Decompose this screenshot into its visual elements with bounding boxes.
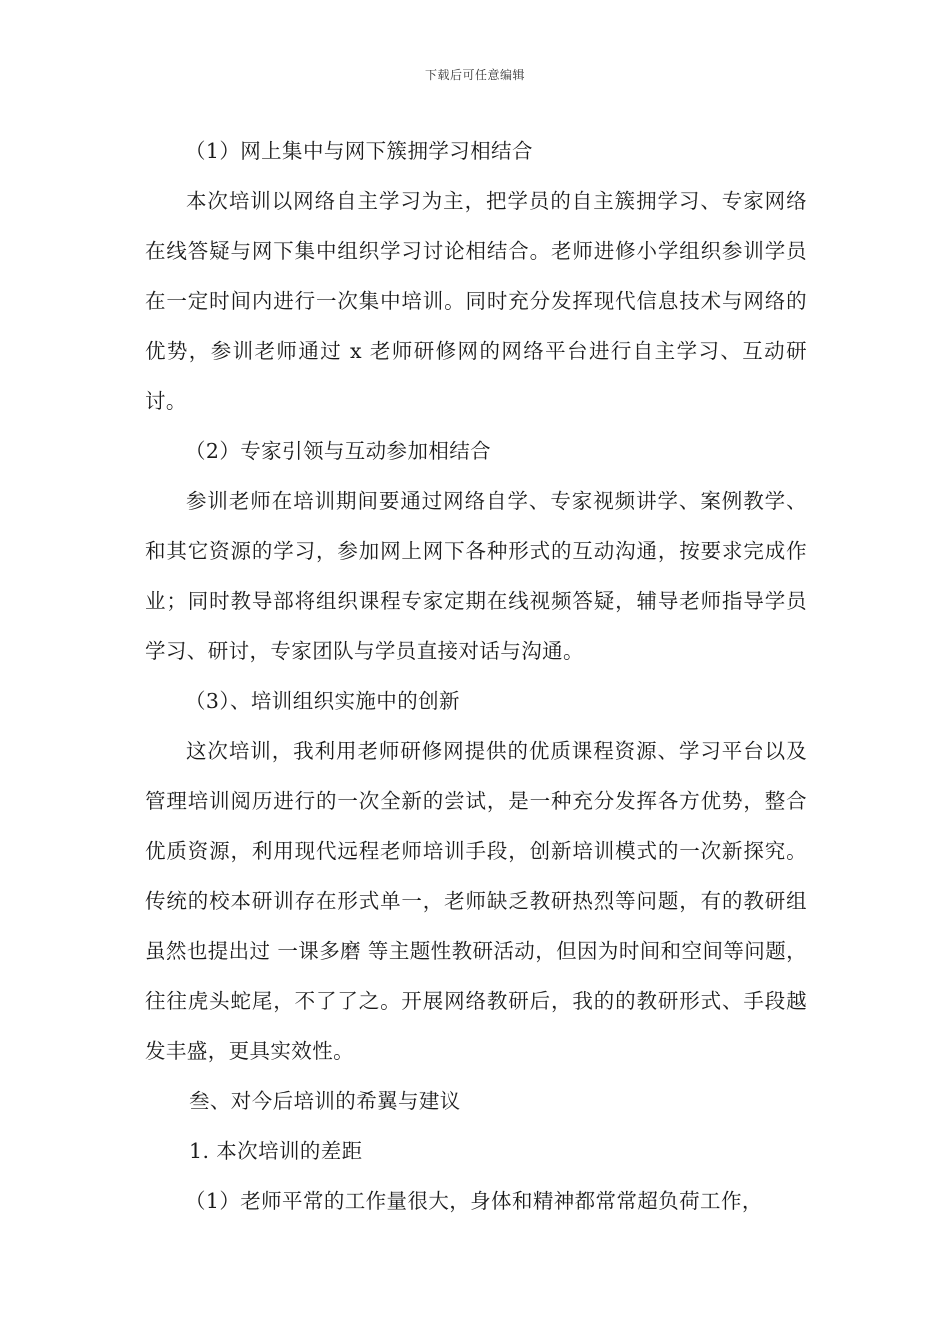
paragraph-2: 参训老师在培训期间要通过网络自学、专家视频讲学、案例教学、和其它资源的学习，参加网上网下各种形式的互动沟通，按要求完成作业；同时教导部将组织课程专家定期在线视频答疑，辅导老师指导学员学习、研讨，专家团队与学员直接对话与沟通。 xyxy=(145,489,807,663)
section-heading-1: （1）网上集中与网下簇拥学习相结合 xyxy=(185,139,533,163)
subsection-heading-1: 1. 本次培训的差距 xyxy=(189,1139,363,1163)
paragraph-1: 本次培训以网络自主学习为主，把学员的自主簇拥学习、专家网络在线答疑与网下集中组织学习讨论相结合。老师进修小学组织参训学员在一定时间内进行一次集中培训。同时充分发挥现代信息技术与网络的优势，参训老师通过 x 老师研修网的网络平台进行自主学习、互动研讨。 xyxy=(145,189,807,413)
chapter-heading-3: 叁、对今后培训的希翼与建议 xyxy=(189,1089,461,1113)
page-header: 下载后可任意编辑 xyxy=(424,68,525,82)
document-body xyxy=(145,126,807,1226)
paragraph-3: 这次培训，我利用老师研修网提供的优质课程资源、学习平台以及管理培训阅历进行的一次全新的尝试，是一种充分发挥各方优势，整合优质资源，利用现代远程老师培训手段，创新培训模式的一次新探究。传统的校本研训存在形式单一，老师缺乏教研热烈等问题，有的教研组虽然也提出过 一课多磨 等主题性教研活动，但因为时间和空间等问题，往往虎头蛇尾，不了了之。开展网络教研后，我的的教研形式、手段越发丰盛，更具实效性。 xyxy=(145,739,807,1063)
section-heading-2: （2）专家引领与互动参加相结合 xyxy=(185,439,492,463)
section-heading-3: （3）、培训组织实施中的创新 xyxy=(185,689,460,713)
list-item-1: （1）老师平常的工作量很大，身体和精神都常常超负荷工作， xyxy=(185,1189,763,1213)
